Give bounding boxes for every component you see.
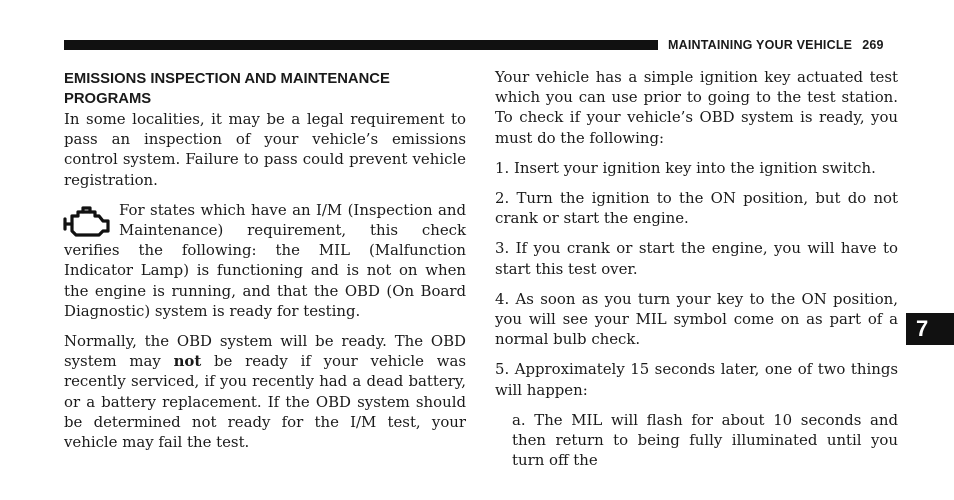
normally-paragraph: Normally, the OBD system will be ready. The OBD system may not be ready if your vehicle was recently serviced, if you recently had a dead battery, or a battery replacement. If the OBD system should be determined not ready for the I/M test, your vehicle may fail the test. (64, 332, 466, 452)
section-heading: EMISSIONS INSPECTION AND MAINTENANCE PROGRAMS (64, 71, 390, 107)
substep-a: a. The MIL will flash for about 10 seconds and then return to being fully illuminated until you turn off the (512, 410, 898, 470)
step-1: 1. Insert your ignition key into the ignition switch. (495, 158, 876, 177)
header-rule (64, 40, 658, 50)
page-number: 269 (862, 38, 884, 52)
intro-paragraph: In some localities, it may be a legal requirement to pass an inspection of your vehicle’s emissions control system. Failure to pass could prevent vehicle registration. (64, 110, 466, 189)
left-column (64, 67, 466, 452)
right-column (495, 67, 898, 470)
step-2: 2. Turn the ignition to the ON position, but do not crank or start the engine. (495, 189, 898, 228)
running-header (668, 38, 884, 52)
step-4: 4. As soon as you turn your key to the ON position, you will see your MIL symbol come on as part of a normal bulb check. (495, 289, 898, 349)
step-3: 3. If you crank or start the engine, you will have to start this test over. (495, 239, 898, 278)
im-paragraph-text: For states which have an I/M (Inspection and Maintenance) requirement, this check verifies the following: the MIL (Malfunction Indicator Lamp) is functioning and is not on when the engine is running, and that the OBD (On Board Diagnostic) system is ready for testing. (64, 200, 466, 320)
test-intro-paragraph: Your vehicle has a simple ignition key actuated test which you can use prior to going to the test station. To check if your vehicle’s OBD system is ready, you must do the following: (495, 68, 898, 147)
im-paragraph (64, 200, 466, 321)
section-title: MAINTAINING YOUR VEHICLE (668, 38, 853, 52)
chapter-tab: 7 (906, 313, 954, 345)
check-engine-icon (63, 204, 111, 240)
step-5: 5. Approximately 15 seconds later, one of two things will happen: (495, 360, 898, 399)
emphasis-not: not (173, 352, 202, 371)
